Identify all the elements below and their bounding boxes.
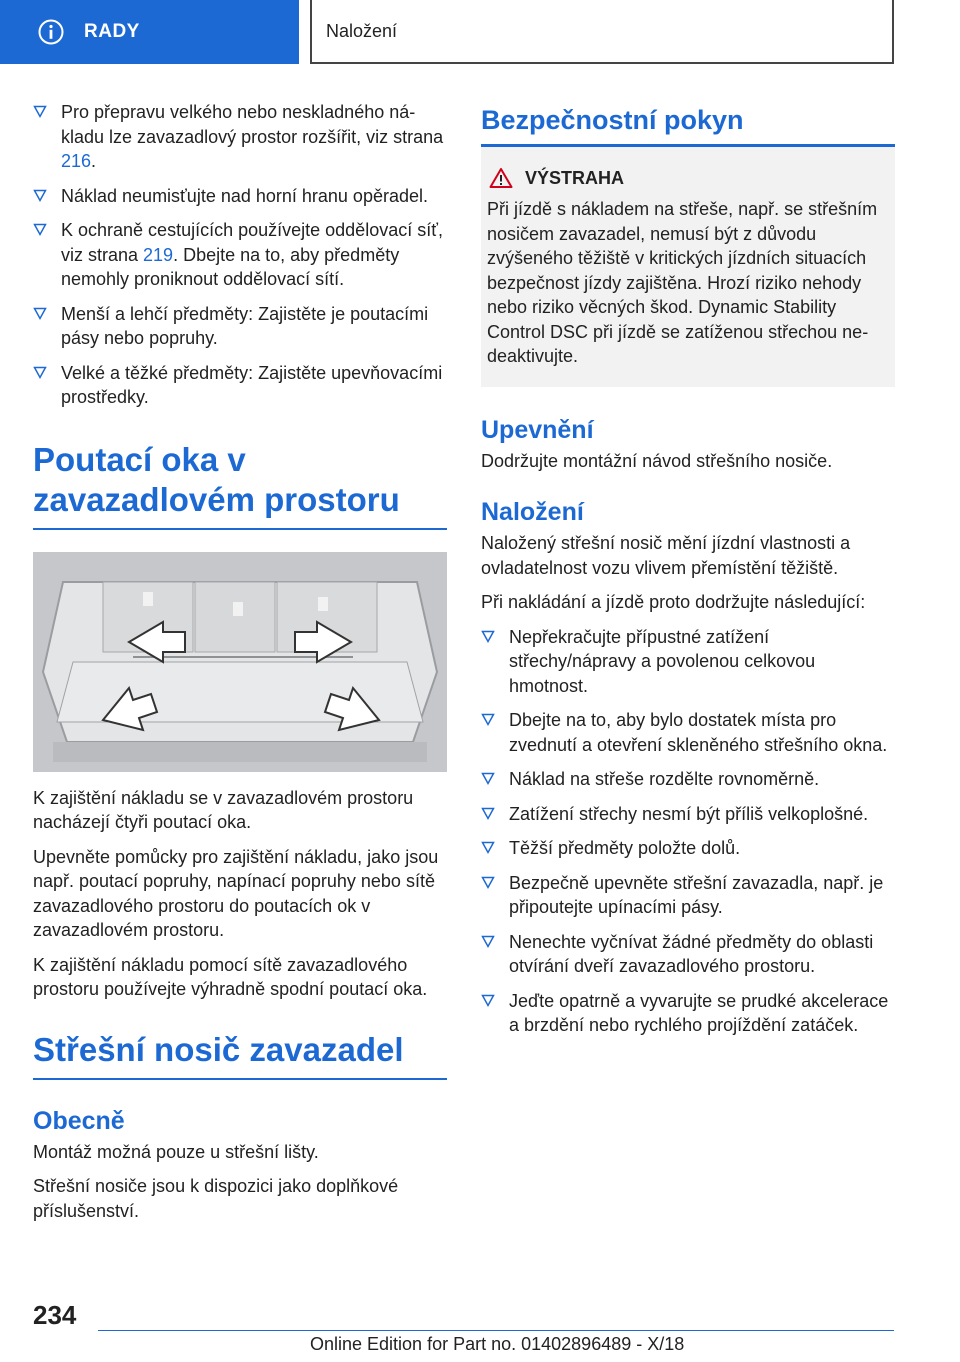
warning-box [481,147,895,387]
warning-triangle-icon [489,167,513,189]
info-icon [38,19,64,45]
cargo-bullet-list [33,100,447,410]
warning-title: VÝSTRAHA [525,167,625,188]
general-paragraph: Montáž možná pouze u střešní lišty. [33,1141,319,1162]
triangle-bullet-icon [481,933,495,949]
triangle-bullet-icon [481,770,495,786]
triangle-bullet-icon [481,839,495,855]
triangle-bullet-icon [33,364,47,380]
list-item: K ochraně cestujících používejte oddělovací síť, viz strana 219. Dbejte na to, aby předměty nemohly proniknout oddělovací sítí. [33,218,447,292]
footer-rule [98,1330,894,1331]
triangle-bullet-icon [481,628,495,644]
list-item: Zatížení střechy nesmí být příliš velkoplošné. [481,802,895,827]
heading-general: Obecně [33,1106,125,1135]
general-paragraph: Střešní nosiče jsou k dispozici jako doplňkové příslušenství. [33,1176,399,1221]
trunk-photo [33,552,447,772]
list-item: Velké a těžké předměty: Zajistěte upevňovacími prostředky. [33,361,447,410]
left-column [33,100,447,1233]
heading-rule [33,528,447,530]
heading-rule [33,1078,447,1080]
list-item: Nepřekračujte přípustné zatížení střechy/nápravy a povolenou celkovou hmotnost. [481,625,895,699]
heading-tie-downs: Poutací oka v zavazadlovém prostoru [33,440,400,518]
triangle-bullet-icon [481,805,495,821]
edition-note: Online Edition for Part no. 01402896489 - X/18 [310,1334,685,1354]
triangle-bullet-icon [481,992,495,1008]
right-column [481,100,895,1048]
list-item: Bezpečně upevněte střešní zavazadla, např. je připoutejte upínacími pásy. [481,871,895,920]
triangle-bullet-icon [33,221,47,237]
loading-paragraph: Naložený střešní nosič mění jízdní vlastnosti a ovladatelnost vozu vlivem přemístění těžiště. [481,533,851,578]
triangle-bullet-icon [481,874,495,890]
triangle-bullet-icon [33,187,47,203]
page-link[interactable]: 219 [143,244,174,265]
warning-header [487,167,889,189]
list-item: Náklad na střeše rozdělte rovnoměrně. [481,767,895,792]
list-item: Pro přepravu velkého nebo neskladného nákladu lze zavazadlový prostor rozšířit, viz strana 216. [33,100,447,174]
heading-safety: Bezpečnostní pokyn [481,105,744,135]
section-tab [310,0,894,64]
list-item: Jeďte opatrně a vyvarujte se prudké akcelerace a brzdění nebo rychlého projíždění zatáček. [481,989,895,1038]
mounting-paragraph: Dodržujte montážní návod střešního nosiče. [481,450,833,471]
tie-down-paragraph: Upevněte pomůcky pro zajištění nákladu, jako jsou např. poutací popruhy, napínací popruhy nebo sítě zavazadlového prostoru do poutacích ok v zavazadlovém prostoru. [33,846,439,940]
loading-bullet-list [481,625,895,1038]
tab-label: RADY [84,21,140,42]
section-title: Naložení [326,20,398,41]
triangle-bullet-icon [33,103,47,119]
page-number: 234 [33,1300,77,1330]
heading-mounting: Upevnění [481,415,594,444]
tie-down-paragraph: K zajištění nákladu se v zavazadlovém prostoru nacházejí čtyři poutací oka. [33,787,414,832]
list-item: Nenechte vyčnívat žádné předměty do oblasti otvírání dveří zavazadlového prostoru. [481,930,895,979]
triangle-bullet-icon [481,711,495,727]
list-item: Menší a lehčí předměty: Zajistěte je poutacími pásy nebo popruhy. [33,302,447,351]
warning-text: Při jízdě s nákladem na střeše, např. se střešním nosičem zavazadel, nemusí být z důvodu zvýšeného těžiště v kritických jízdních situacích bezpečnost jízdy zajištěna. Hrozí riziko nehody nebo riziko věcných škod. Dynamic Stability Control DSC při jízdě se zatíženou střechou nedeaktivujte. [487,199,878,366]
triangle-bullet-icon [33,305,47,321]
heading-roof-rack: Střešní nosič zavazadel [33,1030,404,1068]
tie-down-paragraph: K zajištění nákladu pomocí sítě zavazadlového prostoru používejte výhradně spodní poutací oka. [33,954,428,999]
list-item: Dbejte na to, aby bylo dostatek místa pro zvednutí a otevření skleněného střešního okna. [481,708,895,757]
page-link[interactable]: 216 [61,151,92,171]
list-item: Těžší předměty položte dolů. [481,836,895,861]
list-item: Náklad neumisťujte nad horní hranu opěradel. [33,184,447,209]
loading-paragraph: Při nakládání a jízdě proto dodržujte následující: [481,592,866,612]
heading-loading: Naložení [481,498,584,526]
tab-rady[interactable] [0,0,299,64]
